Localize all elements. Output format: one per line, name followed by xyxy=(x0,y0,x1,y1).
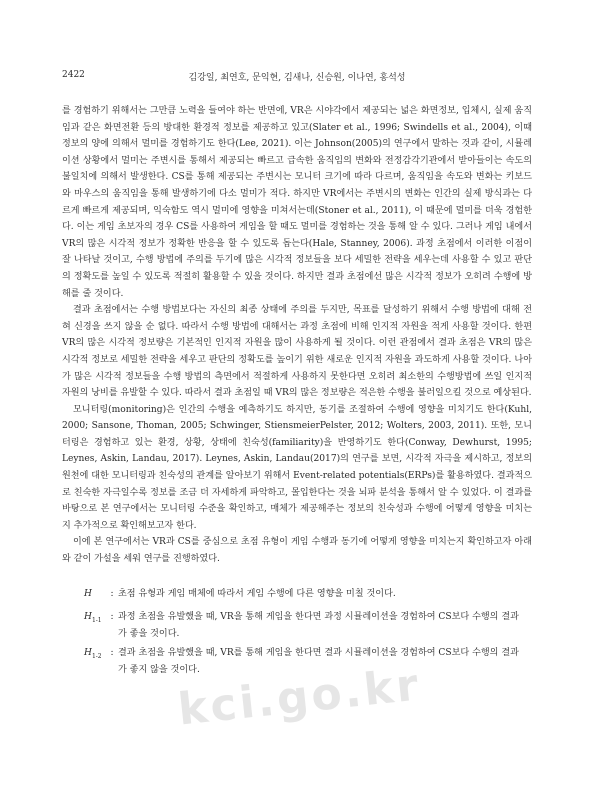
hypothesis-label: H xyxy=(84,588,92,599)
hypothesis-text: 결과 초점을 유발했을 때, VR를 통해 게임을 한다면 결과 시뮬레이션을 경험하여 CS보다 수행의 결과가 좋지 않을 것이다. xyxy=(118,648,519,675)
paragraph: 결과 초점에서는 수행 방법보다는 자신의 최종 상태에 주의를 두지만, 목표를 달성하기 위해서 수행 방법에 대해 전혀 신경을 쓰지 않을 순 없다. 따라서 수행 방법에 대해서는 과정 초점에 비해 인지적 자원을 적게 사용할 것이다. 한편 VR의 많은 시각적 정보량은 기본적인 인지적 자원을 많이 사용하게 될 것이다. 이런 관점에서 결과 초점은 VR의 많은 시각적 정보로 세밀한 전략을 세우고 판단의 정확도를 높이기 위한 새로운 인지적 자원을 과도하게 사용할 것이다. 나아가 많은 시각적 정보들을 수행 방법의 측면에서 적절하게 사용하지 못한다면 오히려 최소한의 수행방법에 쓰일 인지적 자원의 낭비를 유발할 수 있다. 따라서 결과 초점일 때 VR의 많은 정보량은 적은한 수행을 불러일으킬 것으로 예상된다. xyxy=(62,305,532,399)
hypothesis-colon: : xyxy=(110,612,114,623)
hypothesis-text: 초점 유형과 게임 매체에 따라서 게임 수행에 다른 영향을 미칠 것이다. xyxy=(118,588,396,599)
hypothesis-label: $H_{1-2}$ xyxy=(84,648,102,661)
hypothesis-colon: : xyxy=(110,588,114,599)
hypothesis-item xyxy=(62,645,532,678)
running-head-authors: 김강일, 최연호, 문익현, 김새나, 신승원, 이나연, 홍석성 xyxy=(188,73,406,83)
paragraph: 이에 본 연구에서는 VR과 CS를 중심으로 초점 유형이 게임 수행과 동기에 어떻게 영향을 미치는지 확인하고자 아래와 같이 가설을 세워 연구를 진행하였다. xyxy=(62,537,532,565)
hypothesis-colon: : xyxy=(110,648,114,659)
hypothesis-label: $H_{1-1}$ xyxy=(84,612,102,624)
hypothesis-item xyxy=(62,609,532,642)
paragraph: 모니터링(monitoring)은 인간의 수행을 예측하기도 하지만, 동기를 조절하여 수행에 영향을 미치기도 한다(Kuhl, 2000; Sansone, Thoman, 2005; Schwinger, StiensmeierPelster, 2012; Wolters, 2003, 2011). 또한, 모니터링은 경험하고 있는 환경, 상황, 상태에 친숙성(familiarity)을 반영하기도 한다(Conway, Dewhurst, 1995; Leynes, Askin, Landau, 2017). Leynes, Askin, Landau(2017)의 연구를 보면, 시각적 자극을 제시하고, 정보의 원천에 대한 모니터링과 친숙성의 관계를 알아보기 위해서 Event-related potentials(ERPs)를 활용하였다. 결과적으로 친숙한 자극일수록 정보를 조금 더 자세하게 파악하고, 몰입한다는 것을 뇌파 분석을 통해서 알 수 있었다. 이 결과를 바탕으로 본 연구에서는 모니터링 수준을 확인하고, 매체가 제공해주는 정보의 친숙성과 수행에 어떻게 영향을 미치는지 추가적으로 확인해보고자 한다. xyxy=(62,404,533,531)
page-header xyxy=(62,70,532,84)
paragraph: 를 경험하기 위해서는 그만큼 노력을 들여야 하는 반면에, VR은 시야각에서 제공되는 넓은 화면정보, 입체시, 실제 움직임과 같은 화면전환 등의 방대한 환경적 정보를 제공하고 있고(Slater et al., 1996; Swindells et al., 2004), 이때 정보의 양에 의해서 멀미를 경험하기도 한다(Lee, 2021). 이는 Johnson(2005)의 연구에서 말하는 것과 같이, 시뮬레이션 상황에서 멀미는 주변시를 통해서 제공되는 빠르고 급속한 움직임의 변화와 전정감각기관에서 받아들이는 속도의 불일치에 의해서 발생한다. CS를 통해 제공되는 주변시는 모니터 크기에 따라 다르며, 움직임을 속도와 변화는 키보드와 마우스의 움직임을 통해 발생하기에 다소 멀미가 적다. 하지만 VR에서는 주변시의 변화는 인간의 실제 방식과는 다르게 빠르게 제공되며, 익숙함도 역시 멀미에 영향을 미쳐서는데(Stoner et al., 2011), 이 때문에 멀미를 더욱 경험한다. 이는 게임 초보자의 경우 CS를 사용하여 게임을 할 때도 멀미를 경험하는 것을 통해 알 수 있다. 그러나 게임 내에서 VR의 많은 시각적 정보가 정확한 반응을 할 수 있도록 돕는다(Hale, Stanney, 2006). 과정 초점에서 이러한 이점이 잘 나타날 것이고, 수행 방법에 주의를 두기에 많은 시각적 정보들을 보다 세밀한 전략을 세우는데 사용할 수 있고 판단의 정확도를 높일 수 있도록 적절히 활용할 수 있을 것이다. 하지만 결과 초점에선 많은 시각적 정보가 오히려 수행에 방해를 줄 것이다. xyxy=(62,106,532,299)
hypothesis-text: 과정 초점을 유발했을 때, VR을 통해 게임을 한다면 과정 시뮬레이션을 경험하여 CS보다 수행의 결과가 좋을 것이다. xyxy=(118,612,519,639)
hypothesis-list xyxy=(62,586,532,679)
watermark: kci.go.kr xyxy=(175,659,424,736)
hypothesis-item xyxy=(62,586,532,606)
page-number: 2422 xyxy=(62,70,85,80)
body-text xyxy=(62,103,532,678)
